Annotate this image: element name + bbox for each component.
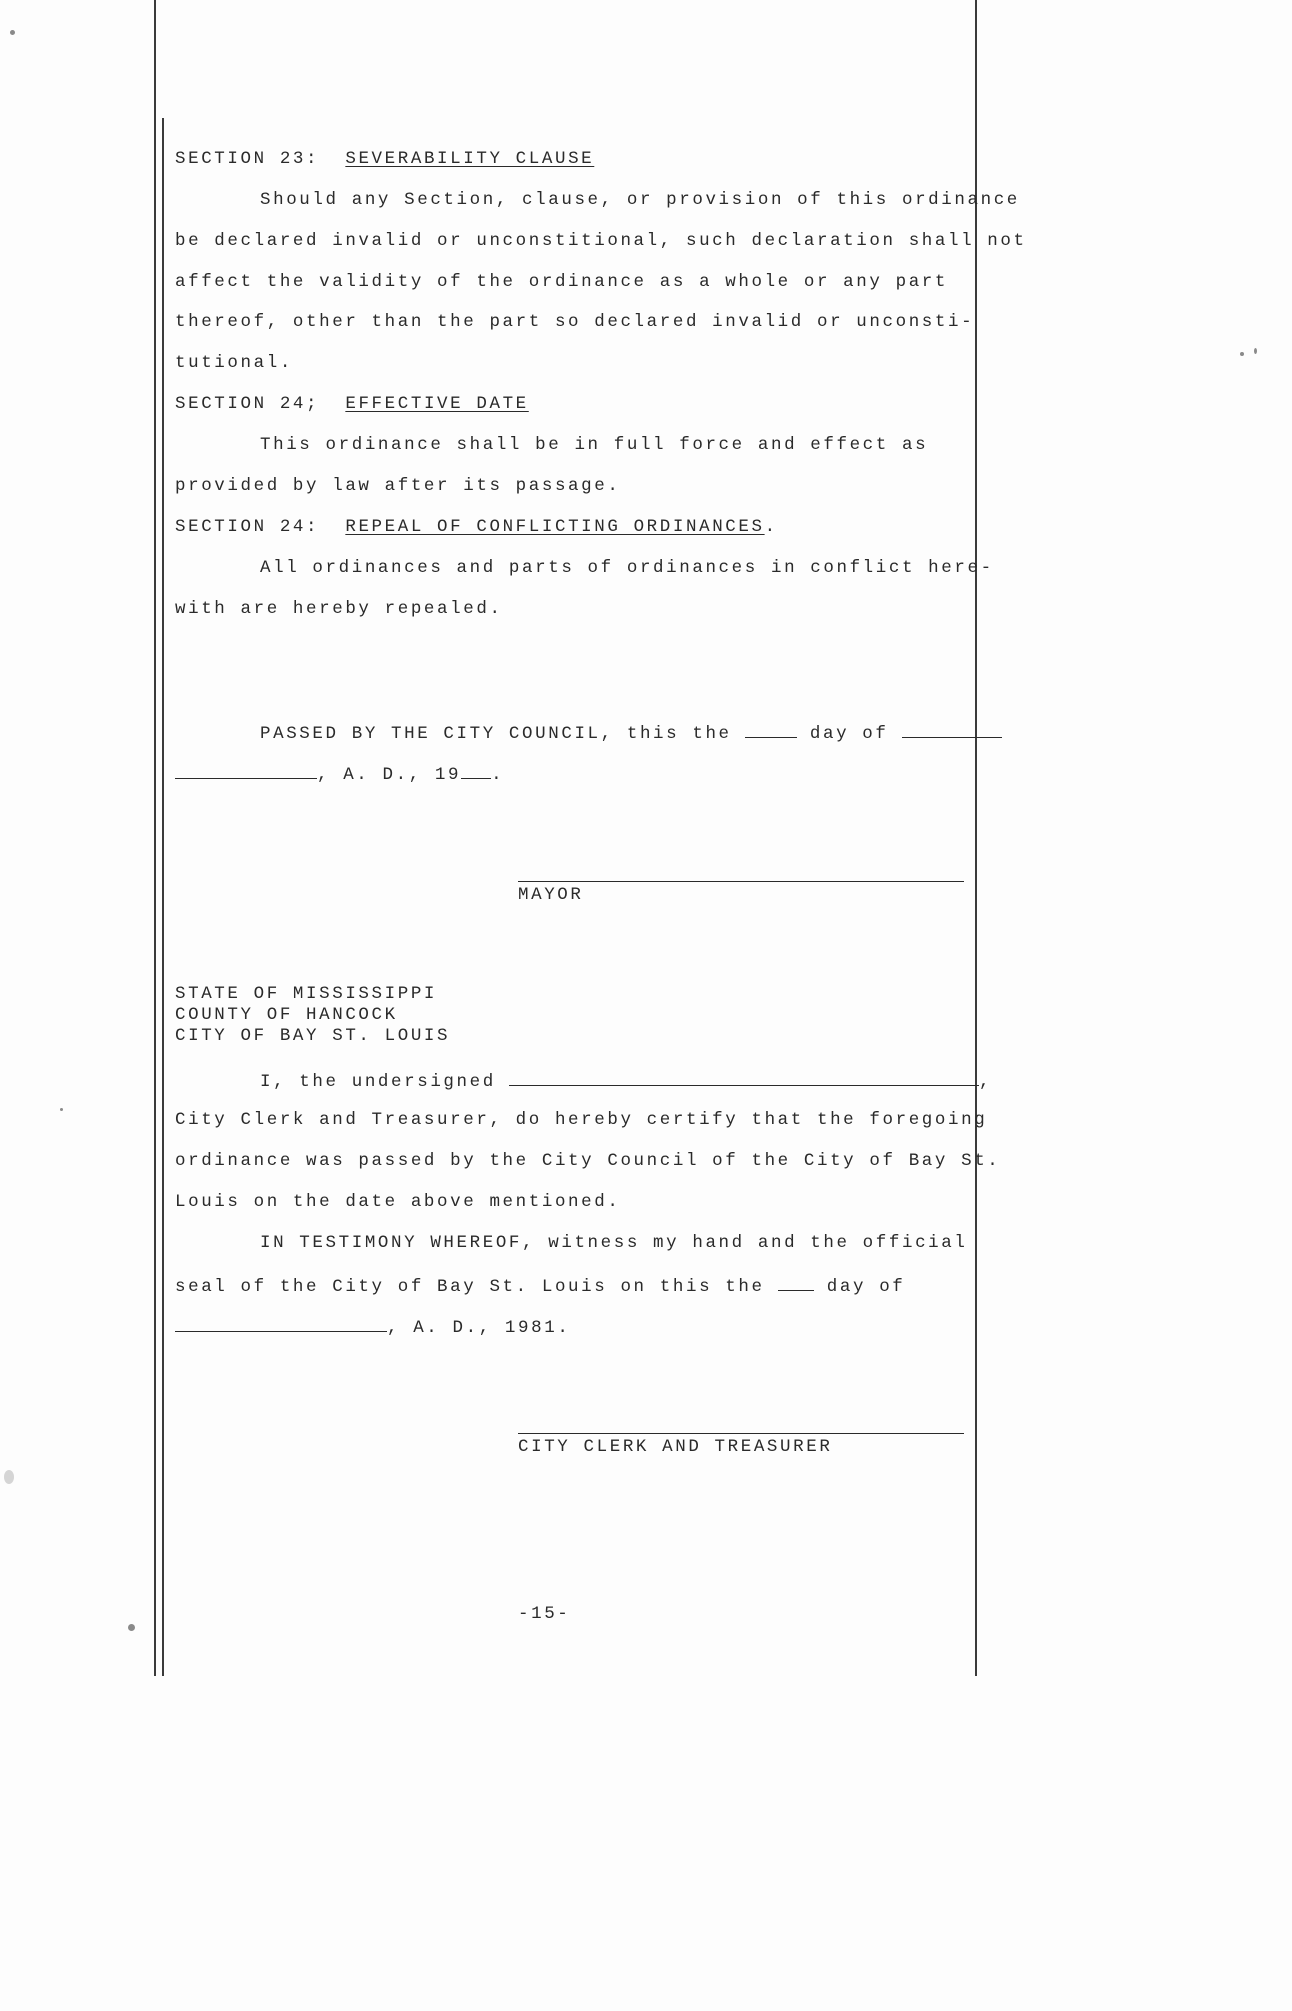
section-24-repeal-heading: SECTION 24: REPEAL OF CONFLICTING ORDINANCES. — [175, 517, 778, 537]
body-line: All ordinances and parts of ordinances in conflict here- — [260, 558, 994, 578]
body-line: City Clerk and Treasurer, do hereby certify that the foregoing — [175, 1110, 988, 1130]
body-line: This ordinance shall be in full force and effect as — [260, 435, 929, 455]
section-23-number: SECTION 23: — [175, 149, 320, 169]
left-margin-rule-inner — [162, 118, 164, 1676]
body-line: Louis on the date above mentioned. — [175, 1192, 621, 1212]
day-blank — [745, 719, 797, 738]
scan-speck — [4, 1470, 14, 1484]
testimony-date-line: , A. D., 1981. — [175, 1313, 570, 1340]
passed-date-line: , A. D., 19 . — [175, 760, 504, 787]
mayor-signature-line — [518, 881, 964, 882]
body-line: provided by law after its passage. — [175, 476, 621, 496]
section-23-heading — [175, 147, 594, 171]
body-line: Should any Section, clause, or provision of this ordinance — [260, 190, 1020, 210]
scan-speck — [128, 1624, 135, 1631]
section-23-title: SEVERABILITY CLAUSE — [345, 149, 595, 169]
testimony-month-blank — [175, 1313, 387, 1332]
testimony-day-blank — [778, 1272, 814, 1291]
scan-speck — [10, 30, 15, 35]
body-line: thereof, other than the part so declared invalid or unconsti- — [175, 312, 975, 332]
body-line: be declared invalid or unconstitional, such declaration shall not — [175, 231, 1027, 251]
section-24-title: EFFECTIVE DATE — [345, 394, 529, 414]
state-line: STATE OF MISSISSIPPI — [175, 984, 438, 1004]
section-24b-title: REPEAL OF CONFLICTING ORDINANCES — [345, 517, 765, 537]
body-line: tutional. — [175, 353, 293, 373]
city-line: CITY OF BAY ST. LOUIS — [175, 1026, 451, 1046]
month-blank — [902, 719, 1002, 738]
certification-line: I, the undersigned , — [260, 1067, 992, 1094]
page-number: -15- — [518, 1604, 571, 1624]
body-line: affect the validity of the ordinance as a whole or any part — [175, 272, 949, 292]
year-blank — [461, 760, 491, 779]
county-line: COUNTY OF HANCOCK — [175, 1005, 398, 1025]
clerk-signature-line — [518, 1433, 964, 1434]
left-margin-rule-outer — [154, 0, 156, 1676]
scan-speck — [1240, 352, 1244, 356]
passed-line: PASSED BY THE CITY COUNCIL, this the day of — [260, 719, 1002, 746]
scan-speck — [1254, 348, 1257, 354]
month-name-blank — [175, 760, 317, 779]
clerk-name-blank — [509, 1067, 979, 1086]
body-line: with are hereby repealed. — [175, 599, 503, 619]
clerk-label: CITY CLERK AND TREASURER — [518, 1437, 833, 1457]
mayor-label: MAYOR — [518, 885, 584, 905]
testimony-seal-line: seal of the City of Bay St. Louis on this the day of — [175, 1272, 905, 1299]
section-24-effective-heading — [175, 392, 529, 416]
scan-speck — [60, 1108, 63, 1111]
body-line: ordinance was passed by the City Council of the City of Bay St. — [175, 1151, 1001, 1171]
section-24-number: SECTION 24; — [175, 394, 320, 414]
section-24b-number: SECTION 24: — [175, 517, 320, 537]
testimony-line: IN TESTIMONY WHEREOF, witness my hand and the official — [260, 1233, 968, 1253]
